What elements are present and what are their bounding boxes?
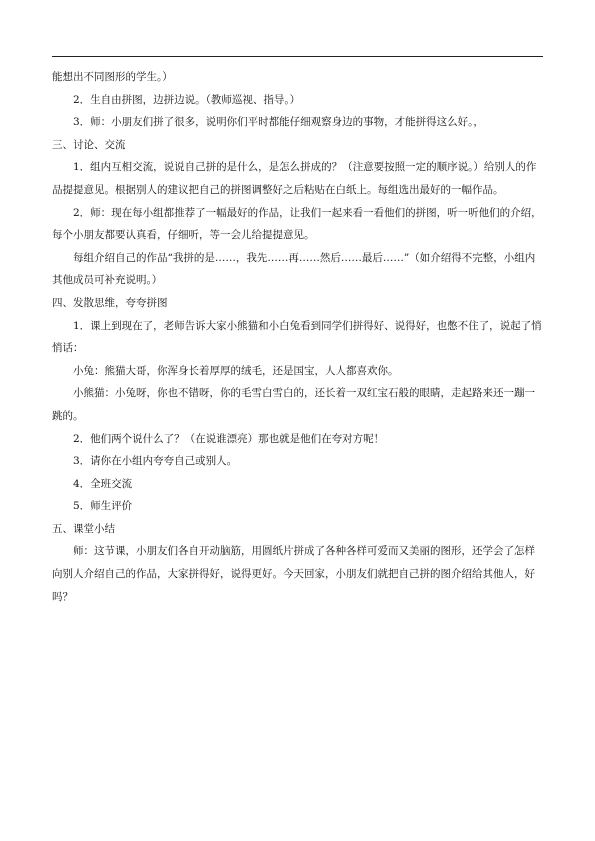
paragraph: 3．师：小朋友们拼了很多，说明你们平时都能仔细观察身边的事物，才能拼得这么好。， bbox=[73, 116, 484, 129]
section-heading: 三、讨论、交流 bbox=[52, 138, 126, 151]
paragraph: 3．请你在小组内夸夸自己或别人。 bbox=[73, 455, 238, 468]
paragraph: 4．全班交流 bbox=[73, 477, 133, 490]
document-body bbox=[52, 66, 543, 608]
paragraph: 1．组内互相交流，说说自己拼的是什么，是怎么拼成的？（注意要按照一定的顺序说。）给别人的作品提提意见。根据别人的建议把自己的拼图调整好之后粘贴在白纸上。每组选出最好的一幅作品。 bbox=[52, 161, 537, 196]
paragraph: 小兔：熊猫大哥，你浑身长着厚厚的绒毛，还是国宝，人人都喜欢你。 bbox=[73, 364, 399, 377]
paragraph: 小熊猫：小兔呀，你也不错呀，你的毛雪白雪白的，还长着一双红宝石般的眼睛，走起路来还一蹦一跳的。 bbox=[52, 387, 535, 422]
paragraph: 2．他们两个说什么了？（在说谁漂亮）那也就是他们在夸对方呢！ bbox=[73, 432, 385, 445]
paragraph: 1．课上到现在了，老师告诉大家小熊猫和小白兔看到同学们拼得好、说得好，也憋不住了，说起了悄悄话： bbox=[52, 319, 542, 355]
section-heading: 五、课堂小结 bbox=[52, 522, 115, 535]
header-rule bbox=[52, 56, 543, 57]
paragraph: 每组介绍自己的作品“我拼的是……，我先……再……然后……最后……”（如介绍得不完整，小组内其他成员可补充说明。） bbox=[52, 251, 536, 287]
paragraph: 2．师：现在每小组都推荐了一幅最好的作品，让我们一起来看一看他们的拼图，听一听他们的介绍，每个小朋友都要认真看，仔细听，等一会儿给提提意见。 bbox=[52, 206, 542, 242]
section-heading: 四、发散思维，夸夸拼图 bbox=[52, 296, 168, 309]
paragraph: 能想出不同图形的学生。） bbox=[52, 71, 173, 83]
paragraph: 5．师生评价 bbox=[73, 500, 133, 513]
paragraph: 2．生自由拼图，边拼边说。（教师巡视、指导。） bbox=[73, 93, 301, 106]
paragraph: 师：这节课，小朋友们各自开动脑筋，用圆纸片拼成了各种各样可爱而又美丽的图形，还学会了怎样向别人介绍自己的作品，大家拼得好，说得更好。今天回家，小朋友们就把自己拼的图介绍给其他人，好吗？ bbox=[52, 545, 535, 603]
